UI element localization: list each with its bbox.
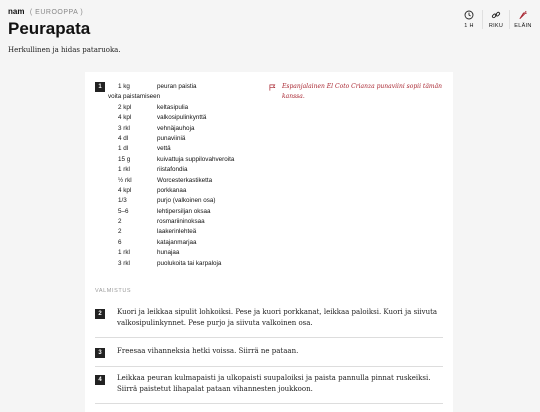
ingredient-group-number: 1: [95, 82, 105, 92]
carrot-icon: [518, 10, 528, 20]
meta-author-label: RIKU: [488, 23, 504, 29]
meta-category[interactable]: [509, 10, 534, 29]
meta-category-label: ELÄIN: [514, 23, 532, 29]
step-text: Freesaa vihanneksia hetki voissa. Siirrä ne pataan.: [117, 347, 299, 355]
breadcrumb: [8, 7, 83, 16]
ingredient-name: lehtipersiljan oksaa: [157, 207, 211, 215]
step-number: 4: [95, 375, 105, 385]
meta-time-label: 1 H: [464, 23, 474, 29]
ingredient-name: peuran paistia: [157, 83, 197, 90]
ingredient-item: [118, 227, 258, 237]
ingredient-item: [118, 165, 258, 175]
ingredient-item: [118, 155, 258, 165]
ingredient-amount: 3 rkl: [118, 124, 130, 132]
ingredient-amount: 2 kpl: [118, 103, 132, 111]
ingredient-amount: ½ rkl: [118, 176, 132, 184]
ingredient-name: riistafondia: [157, 166, 188, 174]
ingredient-name: porkkanaa: [157, 186, 187, 194]
ingredient-item: [118, 259, 258, 269]
wine-tip: [269, 82, 445, 102]
ingredient-name: puolukoita tai karpaloja: [157, 259, 222, 267]
ingredient-name: keltasipulia: [157, 103, 189, 111]
step-number: 2: [95, 309, 105, 319]
ingredient-name: hunajaa: [157, 249, 180, 257]
link-icon: [491, 10, 501, 20]
flag-icon: [269, 84, 276, 91]
ingredient-item: [118, 134, 258, 144]
ingredient-name: vettä: [157, 145, 171, 153]
ingredient-name: Worcesterkastiketta: [157, 176, 213, 184]
ingredient-item: [118, 248, 258, 258]
breadcrumb-category[interactable]: ( EUROOPPA ): [29, 9, 84, 16]
ingredient-item: [118, 176, 258, 186]
step-text: Leikkaa peuran kulmapaisti ja ulkopaisti suupaloiksi ja paista pannulla pinnat ruskeiksi. Siirrä paistetut lihapalat pataan vihannesten joukkoon.: [117, 374, 431, 393]
meta-author[interactable]: [482, 10, 507, 29]
site-logo[interactable]: nam: [8, 7, 25, 16]
header: [0, 0, 540, 70]
ingredient-amount: 1 rkl: [118, 249, 130, 257]
ingredient-amount: 2: [118, 228, 122, 236]
clock-icon: [464, 10, 474, 20]
ingredient-name: purjo (valkoinen osa): [157, 197, 216, 205]
ingredient-item: [118, 124, 258, 134]
ingredient-item: [118, 186, 258, 196]
step-item: [95, 346, 443, 367]
ingredient-amount: 3 rkl: [118, 259, 130, 267]
ingredient-amount: 4 kpl: [118, 186, 132, 194]
ingredient-amount: 5–6: [118, 207, 129, 215]
ingredient-name: rosmariininoksaa: [157, 218, 205, 226]
ingredient-name: vehnäjauhoja: [157, 124, 195, 132]
ingredient-name: laakerinlehteä: [157, 228, 197, 236]
ingredient-amount: 1 kg: [118, 83, 130, 90]
ingredient-amount: 1 rkl: [118, 166, 130, 174]
step-item: [95, 307, 443, 338]
section-label: VALMISTUS: [95, 288, 132, 294]
ingredient-item: [118, 207, 258, 217]
ingredient-name: kuivattuja suppilovahveroita: [157, 155, 235, 163]
ingredient-name: valkosipulinkynttä: [157, 114, 207, 122]
ingredient-item: voita paistamiseen: [108, 93, 161, 101]
recipe-meta: [454, 10, 534, 29]
recipe-card: [85, 72, 453, 412]
step-item: [95, 373, 443, 404]
ingredient-amount: 4 kpl: [118, 114, 132, 122]
ingredient-amount: 6: [118, 238, 122, 246]
ingredient-list: [108, 82, 258, 269]
meta-time: [456, 10, 480, 29]
ingredient-item: [118, 196, 258, 206]
ingredient-amount: 4 dl: [118, 134, 129, 142]
recipe-description: Herkullinen ja hidas pataruoka.: [8, 46, 121, 54]
ingredient-amount: 2: [118, 218, 122, 226]
ingredient-amount: 1 dl: [118, 145, 129, 153]
ingredient-item: [118, 144, 258, 154]
ingredient-item: [118, 113, 258, 123]
ingredient-amount: 1/3: [118, 197, 127, 205]
step-number: 3: [95, 348, 105, 358]
page-title: Peurapata: [8, 19, 91, 38]
ingredient-item: [118, 217, 258, 227]
ingredient-name: punaviiniä: [157, 134, 186, 142]
ingredient-item: [118, 82, 258, 92]
ingredient-name: katajanmarjaa: [157, 238, 197, 246]
ingredient-item: [118, 103, 258, 113]
ingredient-item: [118, 238, 258, 248]
wine-tip-text: Espanjalainen El Coto Crianza punaviini sopii tämän kanssa.: [282, 83, 443, 100]
ingredient-amount: 15 g: [118, 155, 131, 163]
step-text: Kuori ja leikkaa sipulit lohkoiksi. Pese ja kuori porkkanat, leikkaa paloiksi. Kuori ja siivuta valkosipulinkynnet. Pese purjo ja siivuta valkoinen osa.: [117, 308, 438, 327]
